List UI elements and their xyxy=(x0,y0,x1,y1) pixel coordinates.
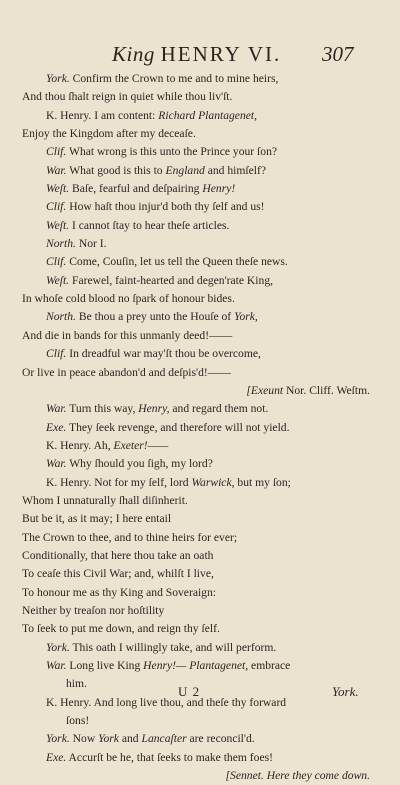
speech-text: Come, Couſin, let us tell the Queen theſe news. xyxy=(69,255,288,269)
text-line xyxy=(22,217,382,235)
speaker-name: War. xyxy=(46,457,67,471)
speech-text: To ceaſe this Civil War; and, whilſt I live, xyxy=(22,567,214,581)
speech-text: And die in bands for this unmanly deed!—— xyxy=(22,328,233,342)
running-title xyxy=(112,42,281,67)
speech-italic: Exeter!—— xyxy=(113,438,169,452)
speech-text: him. xyxy=(66,677,87,691)
running-head xyxy=(0,42,400,68)
speaker-name: North. xyxy=(46,237,76,251)
speech-text: What wrong is this unto the Prince your ſon? xyxy=(69,145,278,159)
speech-text: And long live thou, and theſe thy forward xyxy=(93,695,287,709)
speaker-name: Weſt. xyxy=(46,218,70,232)
stage-direction-text: Nor. Cliff. Weſtm. xyxy=(286,383,370,397)
speech-italic: Richard Plantagenet, xyxy=(158,108,258,122)
text-line xyxy=(22,400,382,418)
speech-text: Whom I unnaturally ſhall diſinherit. xyxy=(22,493,188,507)
text-line xyxy=(22,162,382,180)
speaker-name: Weſt. xyxy=(46,182,70,196)
speaker-name: North. xyxy=(46,310,76,324)
text-line xyxy=(22,125,382,143)
speech-italic: Henry!— Plantagenet, xyxy=(143,659,249,672)
speech-text: Long live King xyxy=(69,659,141,672)
signature-mark: U 2 xyxy=(178,684,201,699)
speech-text: This oath I willingly take, and will perform. xyxy=(72,640,277,654)
speech-text: and himſelf? xyxy=(207,163,266,177)
text-line xyxy=(22,492,382,510)
speaker-name: York. xyxy=(46,732,70,746)
speech-text: They ſeek revenge, and therefore will not yield. xyxy=(68,420,290,434)
text-line xyxy=(22,107,382,125)
speaker-name: Weſt. xyxy=(46,273,70,287)
speech-text: Turn this way, xyxy=(69,402,136,416)
catchword: York. xyxy=(332,684,359,699)
text-line xyxy=(22,620,382,638)
speech-text: Accurſt be he, that ſeeks to make them foes! xyxy=(68,750,273,764)
speech-text: How haſt thou injur'd both thy ſelf and us! xyxy=(69,200,265,214)
speaker-name: York. xyxy=(46,640,70,654)
stage-direction-italic: [Sennet. xyxy=(225,769,264,783)
page-number: 307 xyxy=(322,42,354,66)
stage-direction xyxy=(22,767,382,785)
speech-text: embrace xyxy=(251,659,291,672)
speech-text: Now xyxy=(72,732,96,746)
speech-text: Confirm the Crown to me and to mine heirs, xyxy=(72,72,279,85)
speech-text: Baſe, fearful and deſpairing xyxy=(72,182,200,196)
speech-text: I am content: xyxy=(94,108,156,122)
speech-text: but my ſon; xyxy=(237,475,291,489)
speech-text: To ſeek to put me down, and reign thy ſelf. xyxy=(22,622,220,636)
text-line xyxy=(22,639,382,657)
speech-text: In whoſe cold blood no ſpark of honour bides. xyxy=(22,292,235,306)
speaker-name: K. Henry. xyxy=(46,438,92,452)
text-line xyxy=(22,437,382,455)
text-line xyxy=(22,235,382,253)
text-line xyxy=(22,198,382,216)
speech-text: Be thou a prey unto the Houſe of xyxy=(78,310,232,324)
speaker-name: K. Henry. xyxy=(46,695,92,709)
stage-direction-text: Here they come down. xyxy=(266,769,370,783)
text-line xyxy=(22,143,382,161)
text-line xyxy=(22,327,382,345)
speech-text: Neither by treaſon nor hoſtility xyxy=(22,603,165,617)
speech-text: Conditionally, that here thou take an oath xyxy=(22,548,214,562)
speech-text: To honour me as thy King and Soveraign: xyxy=(22,585,216,599)
speech-text: are reconcil'd. xyxy=(189,732,255,746)
speech-text: What good is this to xyxy=(69,163,163,177)
text-line xyxy=(22,565,382,583)
text-line xyxy=(22,345,382,363)
speech-text: Enjoy the Kingdom after my deceaſe. xyxy=(22,127,196,141)
running-title-italic: King xyxy=(112,42,155,66)
text-line xyxy=(22,730,382,748)
speaker-name: Exe. xyxy=(46,420,67,434)
speech-italic: York, xyxy=(234,310,258,324)
speech-text: and regard them not. xyxy=(172,402,269,416)
text-line xyxy=(22,602,382,620)
speech-italic: York xyxy=(98,732,119,746)
speaker-name: War. xyxy=(46,659,67,672)
text-line xyxy=(22,272,382,290)
speech-italic: England xyxy=(165,163,205,177)
text-line xyxy=(22,308,382,326)
stage-direction-italic: [Exeunt xyxy=(246,383,284,397)
speech-italic: Henry, xyxy=(138,402,170,416)
text-line xyxy=(22,474,382,492)
speaker-name: K. Henry. xyxy=(46,108,92,122)
speaker-name: War. xyxy=(46,402,67,416)
speech-text: Why ſhould you ſigh, my lord? xyxy=(69,457,213,471)
speaker-name: Clif. xyxy=(46,200,67,214)
speaker-name: Clif. xyxy=(46,145,67,159)
text-line xyxy=(22,657,382,675)
speaker-name: War. xyxy=(46,163,67,177)
text-line xyxy=(22,749,382,767)
text-line xyxy=(22,529,382,547)
page-footer xyxy=(0,684,400,706)
speech-text: In dreadful war may'ſt thou be overcome, xyxy=(69,347,261,361)
running-title-caps: HENRY VI. xyxy=(160,42,282,66)
speech-text: Not for my ſelf, lord xyxy=(94,475,189,489)
speaker-name: K. Henry. xyxy=(46,475,92,489)
speech-text: Ah, xyxy=(93,438,111,452)
text-line xyxy=(22,253,382,271)
text-line xyxy=(22,584,382,602)
speech-text: Farewel, faint-hearted and degen'rate King, xyxy=(72,273,274,287)
speech-text: I cannot ſtay to hear theſe articles. xyxy=(72,218,230,232)
text-line xyxy=(22,88,382,106)
text-line xyxy=(22,510,382,528)
text-line xyxy=(22,419,382,437)
speech-text: Nor I. xyxy=(78,237,107,251)
speech-text: But be it, as it may; I here entail xyxy=(22,512,172,526)
speech-text: And thou ſhalt reign in quiet while thou liv'ſt. xyxy=(22,90,233,104)
speaker-name: Clif. xyxy=(46,255,67,269)
speech-text: Or live in peace abandon'd and deſpis'd!—— xyxy=(22,365,231,379)
speaker-name: York. xyxy=(46,72,70,85)
speech-italic: Henry! xyxy=(202,182,236,196)
text-line xyxy=(22,712,382,730)
text-line xyxy=(22,547,382,565)
stage-direction xyxy=(22,382,382,400)
speech-italic: Warwick, xyxy=(191,475,235,489)
text-line xyxy=(22,180,382,198)
speech-text: and xyxy=(121,732,139,746)
speaker-name: Clif. xyxy=(46,347,67,361)
speech-text: The Crown to thee, and to thine heirs for ever; xyxy=(22,530,238,544)
speech-italic: Lancaſter xyxy=(141,732,187,746)
speaker-name: Exe. xyxy=(46,750,67,764)
text-line xyxy=(22,70,382,88)
text-line xyxy=(22,290,382,308)
text-line xyxy=(22,364,382,382)
text-line xyxy=(22,455,382,473)
speech-text: ſons! xyxy=(66,714,90,728)
play-text xyxy=(22,70,382,785)
